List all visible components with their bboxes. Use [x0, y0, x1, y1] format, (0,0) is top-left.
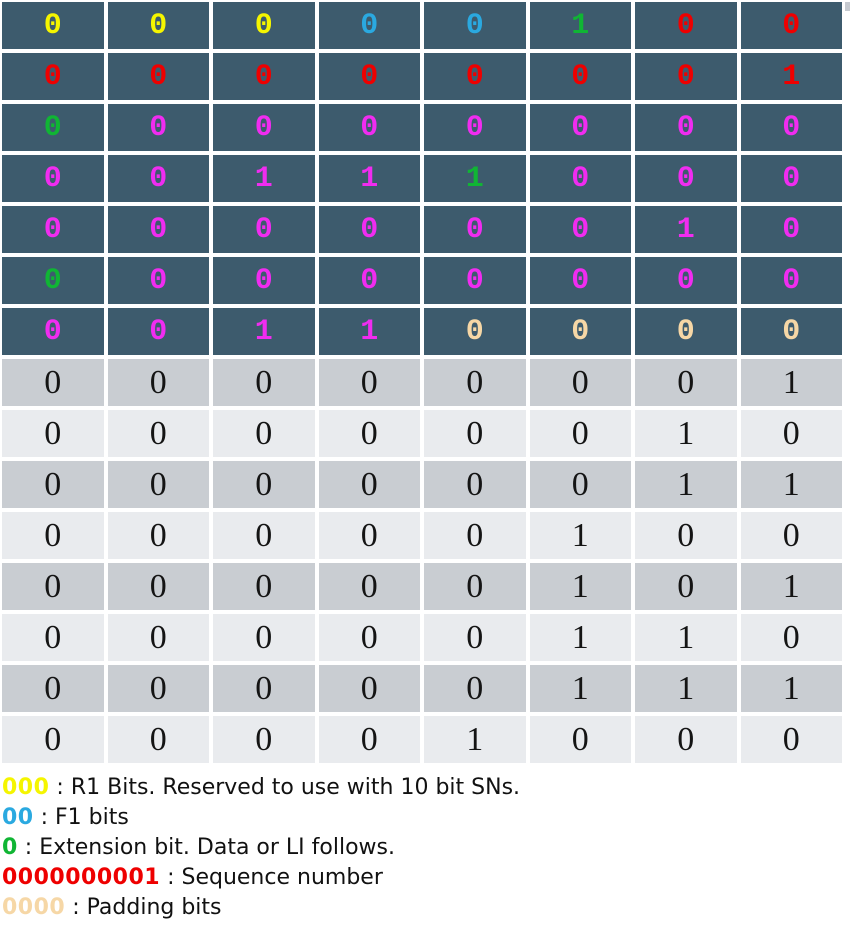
legend-separator: : — [49, 775, 71, 800]
bit-cell: 0 — [530, 359, 632, 406]
legend-item — [2, 863, 850, 893]
legend-label: Extension bit. Data or LI follows. — [39, 835, 395, 860]
bit-cell: 0 — [424, 410, 526, 457]
bit-cell: 0 — [319, 563, 421, 610]
legend-label: Sequence number — [181, 865, 383, 890]
legend-bits: 0000000001 — [2, 865, 161, 890]
bit-cell: 0 — [741, 308, 843, 355]
bit-cell: 0 — [213, 665, 315, 712]
bit-cell: 0 — [319, 206, 421, 253]
bit-cell: 0 — [530, 257, 632, 304]
bit-cell: 0 — [530, 308, 632, 355]
bit-cell: 0 — [319, 2, 421, 49]
bit-cell: 1 — [530, 665, 632, 712]
bit-cell: 0 — [741, 716, 843, 763]
bit-cell: 0 — [424, 104, 526, 151]
bit-cell: 1 — [741, 53, 843, 100]
legend-separator: : — [17, 835, 40, 860]
bit-cell: 1 — [319, 155, 421, 202]
bit-cell: 0 — [108, 257, 210, 304]
bit-cell: 0 — [2, 614, 104, 661]
bit-cell: 0 — [213, 53, 315, 100]
bit-cell: 0 — [530, 410, 632, 457]
bit-cell: 0 — [424, 2, 526, 49]
legend-bits: 0 — [2, 835, 18, 860]
bit-cell: 0 — [2, 206, 104, 253]
bit-cell: 0 — [2, 308, 104, 355]
bit-cell: 0 — [424, 563, 526, 610]
bit-cell: 0 — [108, 563, 210, 610]
bit-cell: 0 — [424, 308, 526, 355]
scrollbar-remnant — [845, 2, 850, 11]
bit-cell: 0 — [424, 512, 526, 559]
bit-cell: 0 — [319, 359, 421, 406]
bit-cell: 1 — [635, 461, 737, 508]
bit-cell: 1 — [635, 665, 737, 712]
bit-cell: 0 — [2, 155, 104, 202]
legend-separator: : — [33, 805, 56, 830]
bit-cell: 0 — [319, 53, 421, 100]
bit-cell: 0 — [108, 206, 210, 253]
bit-cell: 1 — [424, 716, 526, 763]
bit-cell: 0 — [108, 665, 210, 712]
bit-cell: 0 — [213, 614, 315, 661]
bit-cell: 1 — [530, 512, 632, 559]
bit-cell: 1 — [635, 206, 737, 253]
bit-cell: 0 — [635, 512, 737, 559]
bit-cell: 0 — [319, 716, 421, 763]
bit-cell: 0 — [530, 461, 632, 508]
bit-cell: 0 — [108, 614, 210, 661]
bit-cell: 0 — [424, 665, 526, 712]
bit-cell: 1 — [635, 410, 737, 457]
bit-cell: 0 — [530, 206, 632, 253]
bit-cell: 0 — [108, 308, 210, 355]
bit-cell: 0 — [424, 461, 526, 508]
bit-cell: 0 — [108, 53, 210, 100]
bit-cell: 0 — [213, 104, 315, 151]
bit-cell: 0 — [530, 155, 632, 202]
bit-cell: 0 — [424, 257, 526, 304]
bit-cell: 0 — [635, 155, 737, 202]
bit-cell: 0 — [424, 206, 526, 253]
bit-cell: 0 — [108, 104, 210, 151]
bit-cell: 1 — [530, 2, 632, 49]
bit-cell: 0 — [2, 410, 104, 457]
bit-cell: 0 — [108, 716, 210, 763]
legend-label: F1 bits — [55, 805, 129, 830]
bit-cell: 0 — [213, 2, 315, 49]
bit-cell: 0 — [741, 512, 843, 559]
bit-table — [2, 2, 842, 763]
bit-cell: 0 — [319, 104, 421, 151]
bit-cell: 0 — [108, 155, 210, 202]
bit-cell: 0 — [424, 614, 526, 661]
bit-cell: 0 — [213, 461, 315, 508]
bit-cell: 0 — [2, 2, 104, 49]
bit-cell: 0 — [213, 206, 315, 253]
bit-cell: 0 — [2, 461, 104, 508]
bit-cell: 0 — [2, 512, 104, 559]
bit-cell: 1 — [741, 665, 843, 712]
bit-cell: 0 — [635, 359, 737, 406]
bit-cell: 1 — [213, 155, 315, 202]
bit-cell: 0 — [213, 563, 315, 610]
bit-cell: 0 — [424, 53, 526, 100]
legend — [2, 773, 850, 923]
bit-cell: 0 — [530, 104, 632, 151]
bit-cell: 1 — [741, 359, 843, 406]
bit-cell: 0 — [2, 716, 104, 763]
legend-bits: 00 — [2, 805, 34, 830]
bit-cell: 0 — [635, 716, 737, 763]
bit-cell: 0 — [2, 665, 104, 712]
legend-item — [2, 833, 850, 863]
legend-separator: : — [160, 865, 182, 890]
bit-cell: 0 — [108, 2, 210, 49]
bit-cell: 0 — [741, 410, 843, 457]
bit-cell: 0 — [530, 53, 632, 100]
bit-cell: 0 — [741, 2, 843, 49]
legend-bits: 0000 — [2, 895, 66, 920]
bit-cell: 1 — [530, 563, 632, 610]
bit-cell: 0 — [741, 104, 843, 151]
legend-label: R1 Bits. Reserved to use with 10 bit SNs. — [70, 775, 521, 800]
bit-cell: 0 — [213, 512, 315, 559]
bit-cell: 0 — [319, 461, 421, 508]
bit-cell: 0 — [2, 563, 104, 610]
legend-item — [2, 803, 850, 833]
bit-cell: 0 — [108, 359, 210, 406]
bit-cell: 0 — [635, 53, 737, 100]
legend-item — [2, 893, 850, 923]
bit-cell: 0 — [635, 563, 737, 610]
bit-cell: 0 — [319, 410, 421, 457]
bit-cell: 0 — [213, 257, 315, 304]
bit-cell: 0 — [213, 359, 315, 406]
bit-cell: 0 — [530, 716, 632, 763]
legend-item — [2, 773, 850, 803]
bit-cell: 1 — [213, 308, 315, 355]
bit-cell: 0 — [2, 359, 104, 406]
bit-cell: 0 — [741, 155, 843, 202]
bit-cell: 0 — [741, 614, 843, 661]
bit-cell: 0 — [108, 461, 210, 508]
bit-cell: 1 — [530, 614, 632, 661]
legend-bits: 000 — [2, 775, 50, 800]
bit-cell: 1 — [741, 563, 843, 610]
legend-label: Padding bits — [86, 895, 222, 920]
bit-cell: 0 — [635, 2, 737, 49]
bit-cell: 1 — [424, 155, 526, 202]
bit-cell: 0 — [2, 257, 104, 304]
bit-cell: 0 — [741, 257, 843, 304]
bit-cell: 0 — [2, 104, 104, 151]
bit-cell: 0 — [635, 104, 737, 151]
bit-cell: 0 — [213, 716, 315, 763]
bit-cell: 0 — [635, 257, 737, 304]
bit-cell: 0 — [319, 257, 421, 304]
bit-cell: 1 — [319, 308, 421, 355]
bit-cell: 0 — [635, 308, 737, 355]
bit-cell: 0 — [108, 512, 210, 559]
bit-cell: 0 — [319, 614, 421, 661]
bit-cell: 0 — [2, 53, 104, 100]
legend-separator: : — [65, 895, 87, 920]
bit-cell: 0 — [424, 359, 526, 406]
bit-cell: 0 — [213, 410, 315, 457]
bit-cell: 1 — [741, 461, 843, 508]
bit-cell: 1 — [635, 614, 737, 661]
bit-cell: 0 — [108, 410, 210, 457]
bit-cell: 0 — [319, 512, 421, 559]
bit-cell: 0 — [741, 206, 843, 253]
bit-cell: 0 — [319, 665, 421, 712]
